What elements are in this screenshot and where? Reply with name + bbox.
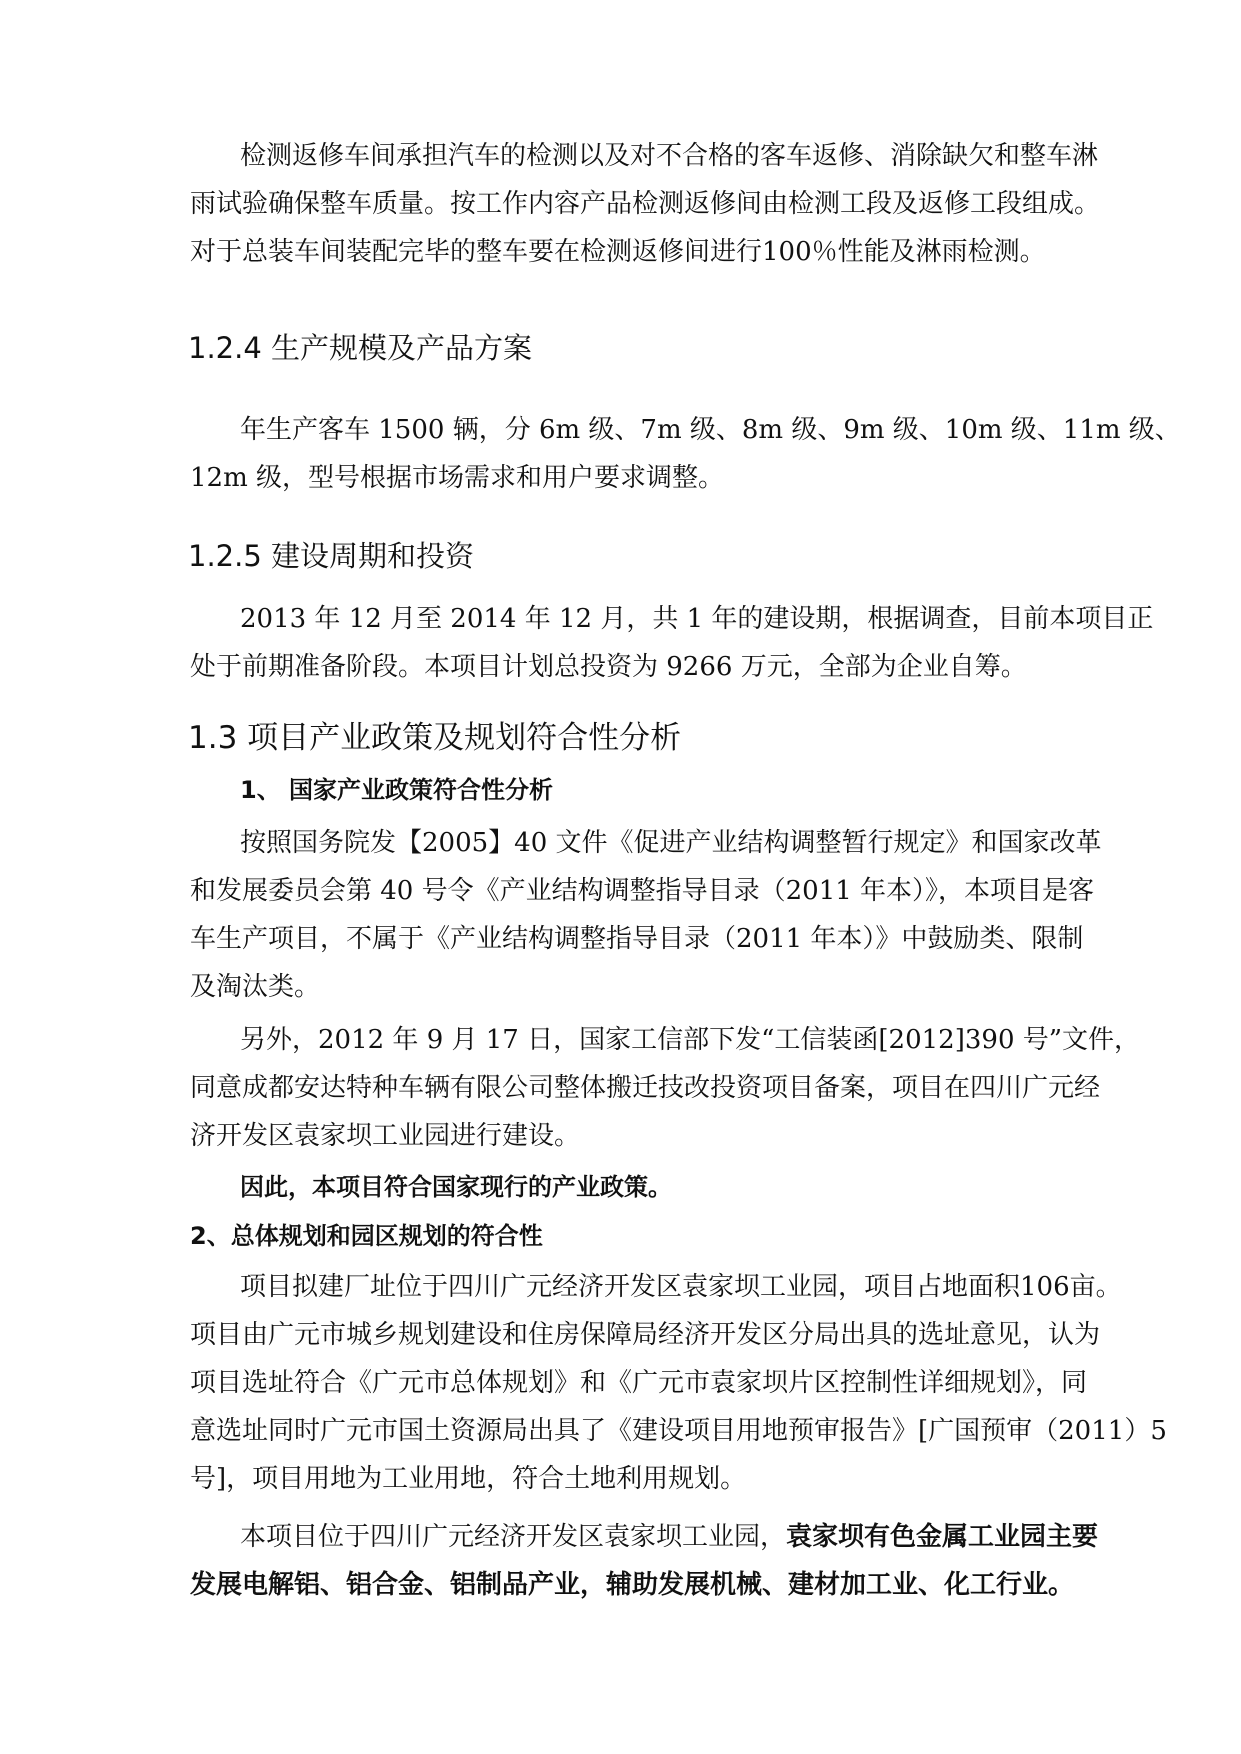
paragraph-line: [240, 1520, 1099, 1554]
paragraph-line: 处于前期准备阶段。本项目计划总投资为 9266 万元，全部为企业自筹。: [190, 652, 1027, 682]
paragraph-line: 及淘汰类。: [190, 972, 321, 1002]
paragraph-line: 意选址同时广元市国土资源局出具了《建设项目用地预审报告》[广国预审（2011）5: [190, 1416, 1167, 1446]
section-heading-1-2-5: 1.2.5 建设周期和投资: [188, 539, 475, 573]
emphasized-text: 袁家坝有色金属工业园主要: [786, 1522, 1099, 1552]
paragraph-line: 号]，项目用地为工业用地，符合土地利用规划。: [190, 1464, 747, 1494]
paragraph-line: 项目拟建厂址位于四川广元经济开发区袁家坝工业园，项目占地面积106亩。: [240, 1272, 1122, 1302]
paragraph-text: 本项目位于四川广元经济开发区袁家坝工业园，: [240, 1522, 787, 1552]
paragraph-line: 车生产项目，不属于《产业结构调整指导目录（2011 年本）》中鼓励类、限制: [190, 924, 1084, 954]
paragraph-line: 济开发区袁家坝工业园进行建设。: [190, 1121, 581, 1151]
paragraph-line: 12m 级，型号根据市场需求和用户要求调整。: [190, 463, 725, 493]
emphasized-paragraph-line: 发展电解铝、铝合金、铝制品产业，辅助发展机械、建材加工业、化工行业。: [190, 1570, 1075, 1600]
paragraph-line: 和发展委员会第 40 号令《产业结构调整指导目录（2011 年本）》，本项目是客: [190, 876, 1095, 906]
paragraph-line: 雨试验确保整车质量。按工作内容产品检测返修间由检测工段及返修工段组成。: [190, 189, 1101, 219]
paragraph-line: 项目由广元市城乡规划建设和住房保障局经济开发区分局出具的选址意见，认为: [190, 1320, 1101, 1350]
paragraph-line: 按照国务院发【2005】40 文件《促进产业结构调整暂行规定》和国家改革: [240, 828, 1102, 858]
section-heading-1-2-4: 1.2.4 生产规模及产品方案: [188, 331, 533, 365]
paragraph-line: 对于总装车间装配完毕的整车要在检测返修间进行100％性能及淋雨检测。: [190, 237, 1046, 267]
subsection-heading-2: 2、总体规划和园区规划的符合性: [190, 1222, 543, 1250]
paragraph-line: 2013 年 12 月至 2014 年 12 月，共 1 年的建设期，根据调查，目前本项目正: [240, 604, 1154, 634]
paragraph-line: 同意成都安达特种车辆有限公司整体搬迁技改投资项目备案，项目在四川广元经: [190, 1073, 1101, 1103]
paragraph-line: 项目选址符合《广元市总体规划》和《广元市袁家坝片区控制性详细规划》，同: [190, 1368, 1088, 1398]
paragraph-line: 年生产客车 1500 辆，分 6m 级、7m 级、8m 级、9m 级、10m 级、11m 级、: [240, 415, 1181, 445]
paragraph-line: 检测返修车间承担汽车的检测以及对不合格的客车返修、消除缺欠和整车淋: [240, 141, 1099, 171]
paragraph-line: 另外，2012 年 9 月 17 日，国家工信部下发“工信装函[2012]390 号”文件，: [240, 1025, 1141, 1055]
section-heading-1-3: 1.3 项目产业政策及规划符合性分析: [188, 720, 682, 756]
subsection-heading-1: 1、 国家产业政策符合性分析: [240, 776, 554, 804]
conclusion-statement: 因此，本项目符合国家现行的产业政策。: [240, 1173, 672, 1201]
